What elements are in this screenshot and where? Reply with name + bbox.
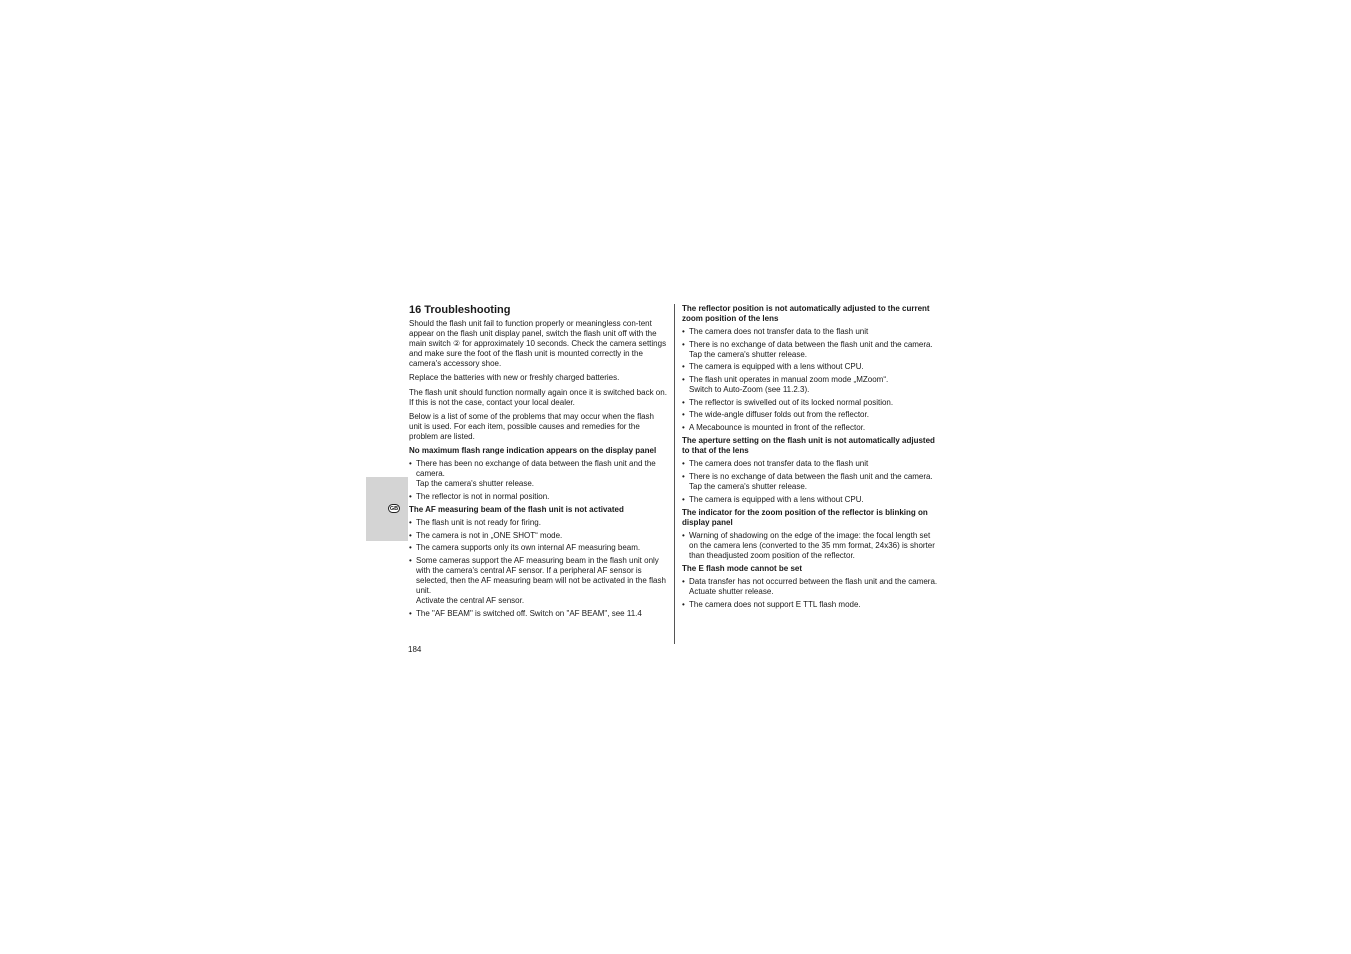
problem-heading: The reflector position is not automatically adjusted to the current zoom position of the lens	[682, 304, 930, 324]
intro-paragraph-1: Should the flash unit fail to function properly or meaningless con-tent appear on the flash unit display panel, switch the flash unit off with the main switch ② for approximately 10 seconds. Check the camera settings and make sure the foot of the flash unit is mounted correctly in the camera's accessory shoe.	[409, 319, 667, 369]
cause-list	[409, 459, 667, 502]
list-item: • A Mecabounce is mounted in front of the reflector.	[682, 423, 940, 433]
page-number: 184	[408, 645, 422, 654]
intro-paragraph-3: The flash unit should function normally again once it is switched back on. If this is not the case, contact your local dealer.	[409, 387, 667, 407]
list-item: • Warning of shadowing on the edge of the image: the focal length set on the camera lens (converted to the 35 mm format, 24x36) is shorter than theadjusted zoom position of the reflector.	[682, 531, 940, 561]
cause-list	[682, 327, 940, 433]
list-item: • The reflector is swivelled out of its locked normal position.	[682, 398, 940, 408]
problem-heading: The E flash mode cannot be set	[682, 564, 803, 574]
cause-list	[682, 459, 940, 504]
list-item: • Data transfer has not occurred between the flash unit and the camera. Actuate shutter release.	[682, 577, 940, 597]
list-item: • The camera does not transfer data to the flash unit	[682, 327, 940, 337]
list-item: • The camera is equipped with a lens without CPU.	[682, 362, 940, 372]
list-item: • There is no exchange of data between the flash unit and the camera. Tap the camera's shutter release.	[682, 340, 940, 360]
list-item: • There is no exchange of data between the flash unit and the camera. Tap the camera's shutter release.	[682, 472, 940, 492]
list-item: • Some cameras support the AF measuring beam in the flash unit only with the camera's central AF sensor. If a peripheral AF sensor is selected, then the AF measuring beam will not be activated in the flash unit. Activate the central AF sensor.	[409, 556, 667, 606]
cause-list	[682, 577, 940, 610]
problem-heading: No maximum flash range indication appears on the display panel	[409, 446, 657, 456]
list-item: • The camera does not transfer data to the flash unit	[682, 459, 940, 469]
list-item: • The camera supports only its own internal AF measuring beam.	[409, 543, 667, 553]
list-item: • There has been no exchange of data between the flash unit and the camera. Tap the camera's shutter release.	[409, 459, 667, 489]
cause-list	[409, 518, 667, 619]
section-title: 16 Troubleshooting	[409, 304, 511, 316]
left-column	[409, 304, 667, 622]
cause-list	[682, 531, 940, 561]
list-item: • The wide-angle diffuser folds out from the reflector.	[682, 410, 940, 420]
list-item: • The camera is not in „ONE SHOT“ mode.	[409, 531, 667, 541]
list-item: • The flash unit operates in manual zoom mode „MZoom“. Switch to Auto-Zoom (see 11.2.3).	[682, 375, 940, 395]
intro-paragraph-2: Replace the batteries with new or freshly charged batteries.	[409, 373, 620, 383]
list-item: • The camera does not support E TTL flash mode.	[682, 600, 940, 610]
list-item: • The "AF BEAM" is switched off. Switch on "AF BEAM", see 11.4	[409, 609, 667, 619]
problem-heading: The indicator for the zoom position of the reflector is blinking on display panel	[682, 507, 928, 527]
intro-paragraph-4: Below is a list of some of the problems that may occur when the flash unit is used. For each item, possible causes and remedies for the problem are listed.	[409, 411, 655, 441]
column-divider	[674, 304, 675, 644]
language-tab	[366, 477, 408, 541]
problem-heading: The aperture setting on the flash unit is not automatically adjusted to that of the lens	[682, 436, 935, 456]
problem-heading: The AF measuring beam of the flash unit is not activated	[409, 505, 624, 514]
right-column	[682, 304, 940, 613]
language-badge: GB	[389, 506, 399, 512]
list-item: • The camera is equipped with a lens without CPU.	[682, 495, 940, 505]
list-item: • The reflector is not in normal position.	[409, 492, 667, 502]
list-item: • The flash unit is not ready for firing.	[409, 518, 667, 528]
